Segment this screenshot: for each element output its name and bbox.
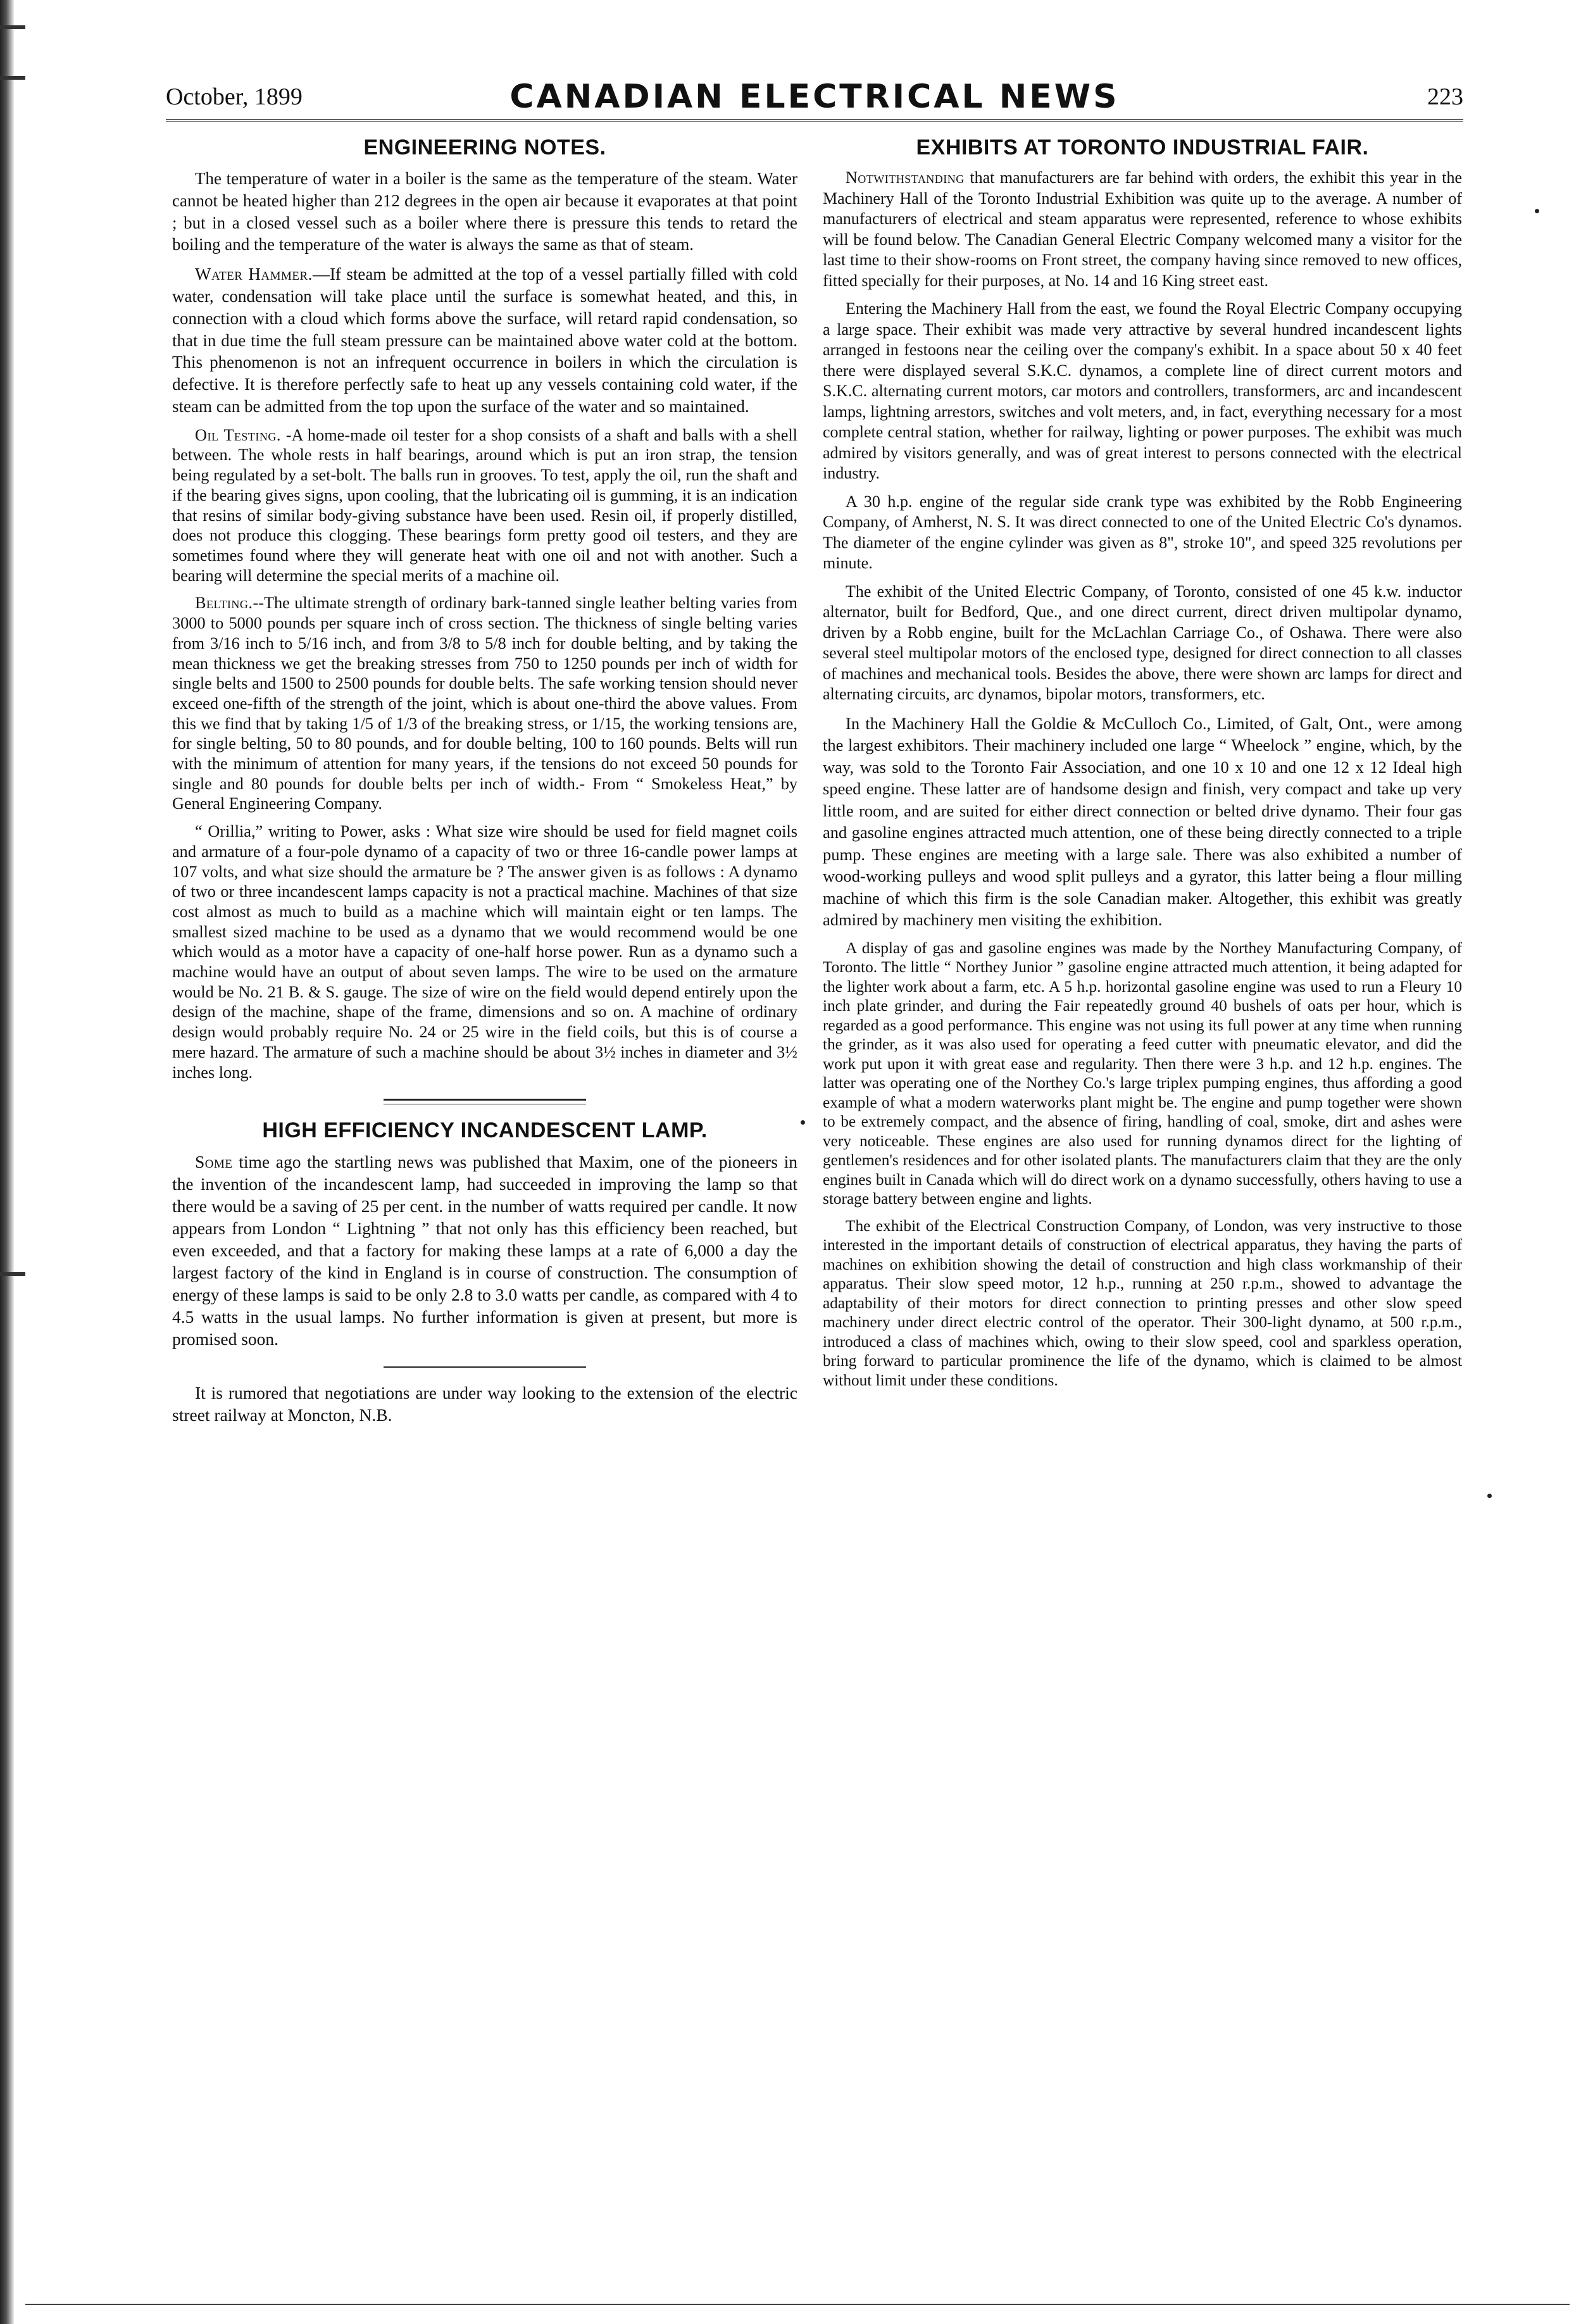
margin-speck	[801, 1120, 805, 1125]
issue-date: October, 1899	[166, 84, 303, 110]
oil-testing-paragraph: Oil Testing. -A home-made oil tester for a shop consists of a shaft and balls with a shell between. The whole rests in half bearings, around which is put an iron strap, the tension being regulated by a set-bolt. The balls run in grooves. To test, apply the oil, run the shaft and if the bearing gives signs, upon cooling, that the lubricating oil is gumming, it is an indication that resins of similar body-giving substance have been used. Resin oil, if properly distilled, does not produce this clogging. These bearings form pretty good oil testers, and they are sometimes found where they will generate heat with one oil and not with another. Such a bearing will determine the special merits of a machine oil.	[172, 425, 797, 585]
goldie-mcculloch-paragraph: In the Machinery Hall the Goldie & McCulloch Co., Limited, of Galt, Ont., were among the largest exhibitors. Their machinery included one large “ Wheelock ” engine, which, by the way, was sold to the Toronto Fair Association, and one 10 x 10 and one 12 x 12 Ideal high speed engine. These latter are of handsome design and finish, very compact and take up very little room, and are suited for either direct connection or belted drive dynamo. Their four gas and gasoline engines attracted much attention, one of these being directly connected to a triple pump. These engines are meeting with a large sale. There was also exhibited a number of wood-working pulleys and wood split pulleys and a gyrator, this latter being a flour milling machine of which this firm is the sole Canadian maker. Altogether, this exhibit was greatly admired by machinery men visiting the exhibition.	[823, 713, 1462, 929]
royal-electric-paragraph: Entering the Machinery Hall from the east, we found the Royal Electric Company occupying a large space. Their exhibit was made very attractive by several hundred incandescent lights arranged in festoons near the ceiling over the company's exhibit. In a space about 50 x 40 feet there were displayed several S.K.C. dynamos, a complete line of direct current motors and S.K.C. alternating current motors, car motors and controllers, transformers, arc and incandescent lamps, lightning arrestors, switches and volt meters, and, in fact, everything necessary for a most complete central station, whether for railway, lighting or power purposes. The exhibit was much admired by visitors generally, and was of great interest to persons connected with the electrical industry.	[823, 299, 1462, 482]
binding-mark	[0, 1272, 25, 1276]
robb-engine-paragraph: A 30 h.p. engine of the regular side crank type was exhibited by the Robb Engineering Company, of Amherst, N. S. It was direct connected to one of the United Electric Co's dynamos. The diameter of the engine cylinder was given as 8", stroke 10", and speed 325 revolutions per minute.	[823, 492, 1462, 572]
united-electric-paragraph: The exhibit of the United Electric Company, of Toronto, consisted of one 45 k.w. inductor alternator, built for Bedford, Que., and one direct current, direct driven multipolar dynamo, driven by a Robb engine, built for the McLachlan Carriage Co., of Oshawa. There were also several steel multipolar motors of the enclosed type, designed for direct connection to all classes of machines and mechanical tools. Besides the above, there were shown arc lamps for direct and alternating circuits, arc dynamos, bipolar motors, transformers, etc.	[823, 582, 1462, 703]
engineering-notes-heading: ENGINEERING NOTES.	[363, 135, 606, 159]
engineering-notes-body	[172, 168, 797, 418]
page-header	[166, 75, 1463, 122]
orillia-paragraph: “ Orillia,” writing to Power, asks : What size wire should be used for field magnet coils and armature of a four-pole dynamo of a capacity of two or three 16-candle power lamps at 107 volts, and what size should the armature be ? The answer given is as follows : A dynamo of two or three incandescent lamps capacity is not a practical machine. Machines of that size cost almost as much to build as a machine which will maintain eight or ten lamps. The smallest sized machine to be used as a dynamo that we would recommend would be one which would as a motor have a capacity of one-half horse power. Run as a dynamo such a machine would have an output of about seven lamps. The wire to be used on the armature would be No. 21 B. & S. gauge. The size of wire on the field would depend entirely upon the design of the machine, shape of the frame, dimensions and so on. A machine of ordinary design would probably require No. 24 or 25 wire in the field coils, but this is of course a mere hazard. The armature of such a machine should be about 3½ inches in diameter and 3½ inches long.	[172, 822, 797, 1082]
binding-mark	[0, 25, 25, 29]
page-bottom-rule	[25, 2304, 1570, 2305]
rumor-body	[172, 1382, 797, 1426]
exhibits-intro-paragraph: Notwithstanding that manufacturers are far behind with orders, the exhibit this year in the Machinery Hall of the Toronto Industrial Exhibition was quite up to the average. A number of manufacturers of electrical and steam apparatus were represented, reference to whose exhibits will be found below. The Canadian General Electric Company welcomed many a visitor for the last time to their show-rooms on Front street, the company having since removed to new offices, fitted specially for their purposes, at No. 14 and 16 King street east.	[823, 168, 1462, 290]
oil-testing-lead: Oil Testing.	[195, 425, 281, 444]
water-hammer-paragraph: Water Hammer.—If steam be admitted at the top of a vessel partially filled with cold water, condensation will take place until the surface is somewhat heated, and this, in connection with a cloud which forms above the surface, will retard rapid condensation, so that in due time the full steam pressure can be maintained above water cold at the bottom. This phenomenon is not an infrequent occurrence in boilers in which the circulation is defective. It is therefore perfectly safe to heat up any vessels containing cold water, if the steam can be admitted from the top upon the surface of the water and so maintained.	[172, 265, 797, 416]
lamp-heading: HIGH EFFICIENCY INCANDESCENT LAMP.	[262, 1118, 708, 1143]
lamp-paragraph: Some time ago the startling news was published that Maxim, one of the pioneers in the invention of the incandescent lamp, had succeeded in improving the lamp so that there would be a saving of 25 per cent. in the number of watts required per candle. It now appears from London “ Lightning ” that not only has this efficiency been reached, but even exceeded, and that a factory for making these lamps at a rate of 6,000 a day the largest factory of the kind in England is in course of construction. The consumption of energy of these lamps is said to be only 2.8 to 3.0 watts per candle, as compared with 4 to 4.5 watts in the usual lamps. No further information is given at present, but more is promised soon.	[172, 1152, 797, 1349]
oil-belting-body	[172, 425, 797, 1083]
binding-mark	[0, 76, 25, 80]
belting-lead: Belting.	[195, 594, 253, 613]
rumor-paragraph: It is rumored that negotiations are under way looking to the extension of the electric street railway at Moncton, N.B.	[172, 1383, 797, 1425]
temperature-paragraph: The temperature of water in a boiler is the same as the temperature of the steam. Water cannot be heated higher than 212 degrees in the open air because it evaporates at that point ; but in a closed vessel such as a boiler where there is pressure this tends to retard the boiling and the temperature of the water is always the same as that of steam.	[172, 169, 797, 254]
exhibits-heading: EXHIBITS AT TORONTO INDUSTRIAL FAIR.	[916, 135, 1369, 159]
page-binding-edge	[0, 0, 14, 2324]
northey-paragraph: A display of gas and gasoline engines was made by the Northey Manufacturing Company, of Toronto. The little “ Northey Junior ” gasoline engine attracted much attention, it being adapted for the lighter work about a farm, etc. A 5 h.p. horizontal gasoline engine was used to run a Fleury 10 inch plate grinder, and during the Fair repeatedly ground 40 bushels of oats per hour, which is regarded as a good performance. This engine was not using its full power at any time when running the grinder, as it was also used for operating a feed cutter with pneumatic elevator, and did the work put upon it with great ease and regularity. Then there were 3 h.p. and 12 h.p. engines. The latter was operating one of the Northey Co.'s large triplex pumping engines, thus affording a good example of what a modern waterworks plant might be. The engine and pump together were shown to be extremely compact, and the absence of firing, handling of coal, smoke, dirt and ashes were very noticeable. These engines are also used for running dynamos direct for the lighting of gentlemen's residences and for other isolated plants. The manufacturers claim that they are the only engines built in Canada which will do direct work on a dynamo successfully, others having to use a storage battery between engine and lights.	[823, 939, 1462, 1208]
electrical-construction-paragraph: The exhibit of the Electrical Construction Company, of London, was very instructive to those interested in the important details of construction of electrical apparatus, they having the parts of machines on exhibition showing the detail of construction and high class workmanship of their apparatus. Their slow speed motor, 12 h.p., running at 250 r.p.m., showed to advantage the adaptability of their motors for direct connection to printing presses and other slow speed machinery under direct electric control of the operator. Their 300-light dynamo, at 500 r.p.m., introduced a class of machines which, owing to their slow speed, cool and sparkless operation, bring forward to particular prominence the life of the dynamo, which is claimed to be almost without limit under these conditions.	[823, 1216, 1462, 1389]
section-divider	[384, 1099, 586, 1104]
margin-speck	[1487, 1494, 1492, 1498]
lamp-body	[172, 1151, 797, 1350]
margin-speck	[1535, 209, 1539, 213]
belting-paragraph: Belting.--The ultimate strength of ordinary bark-tanned single leather belting varies from 3000 to 5000 pounds per square inch of cross section. The thickness of single belting varies from 3/16 inch to 5/16 inch, and from 3/8 to 5/8 inch for double belting, and by taking the mean thickness we get the breaking stresses from 750 to 1250 pounds per inch of width for single belts and 1500 to 2500 pounds for double belts. The safe working tension should never exceed one-fifth of the strength of the joint, which is about one-third the above values. From this we find that by taking 1/5 of 1/3 of the breaking stress, or 1/15, the working tensions are, for single belting, 50 to 80 pounds, and for double belting, 100 to 160 pounds. Belts will run with the minimum of attention for many years, if the tensions do not exceed 50 pounds for single and 80 pounds for double belts per inch of width.- From “ Smokeless Heat,” by General Engineering Company.	[172, 594, 797, 813]
lamp-lead: Some	[195, 1152, 233, 1172]
section-divider	[384, 1366, 586, 1368]
publication-title: CANADIAN ELECTRICAL NEWS	[509, 78, 1120, 116]
page-number: 223	[1427, 84, 1463, 110]
water-hammer-lead: Water Hammer.	[195, 265, 313, 284]
exhibits-body-middle	[823, 713, 1462, 931]
right-column	[823, 130, 1462, 1397]
exhibits-body-top	[823, 168, 1462, 705]
left-column	[172, 130, 797, 1434]
exhibits-body-bottom	[823, 939, 1462, 1390]
exhibits-lead: Notwithstanding	[846, 168, 965, 187]
